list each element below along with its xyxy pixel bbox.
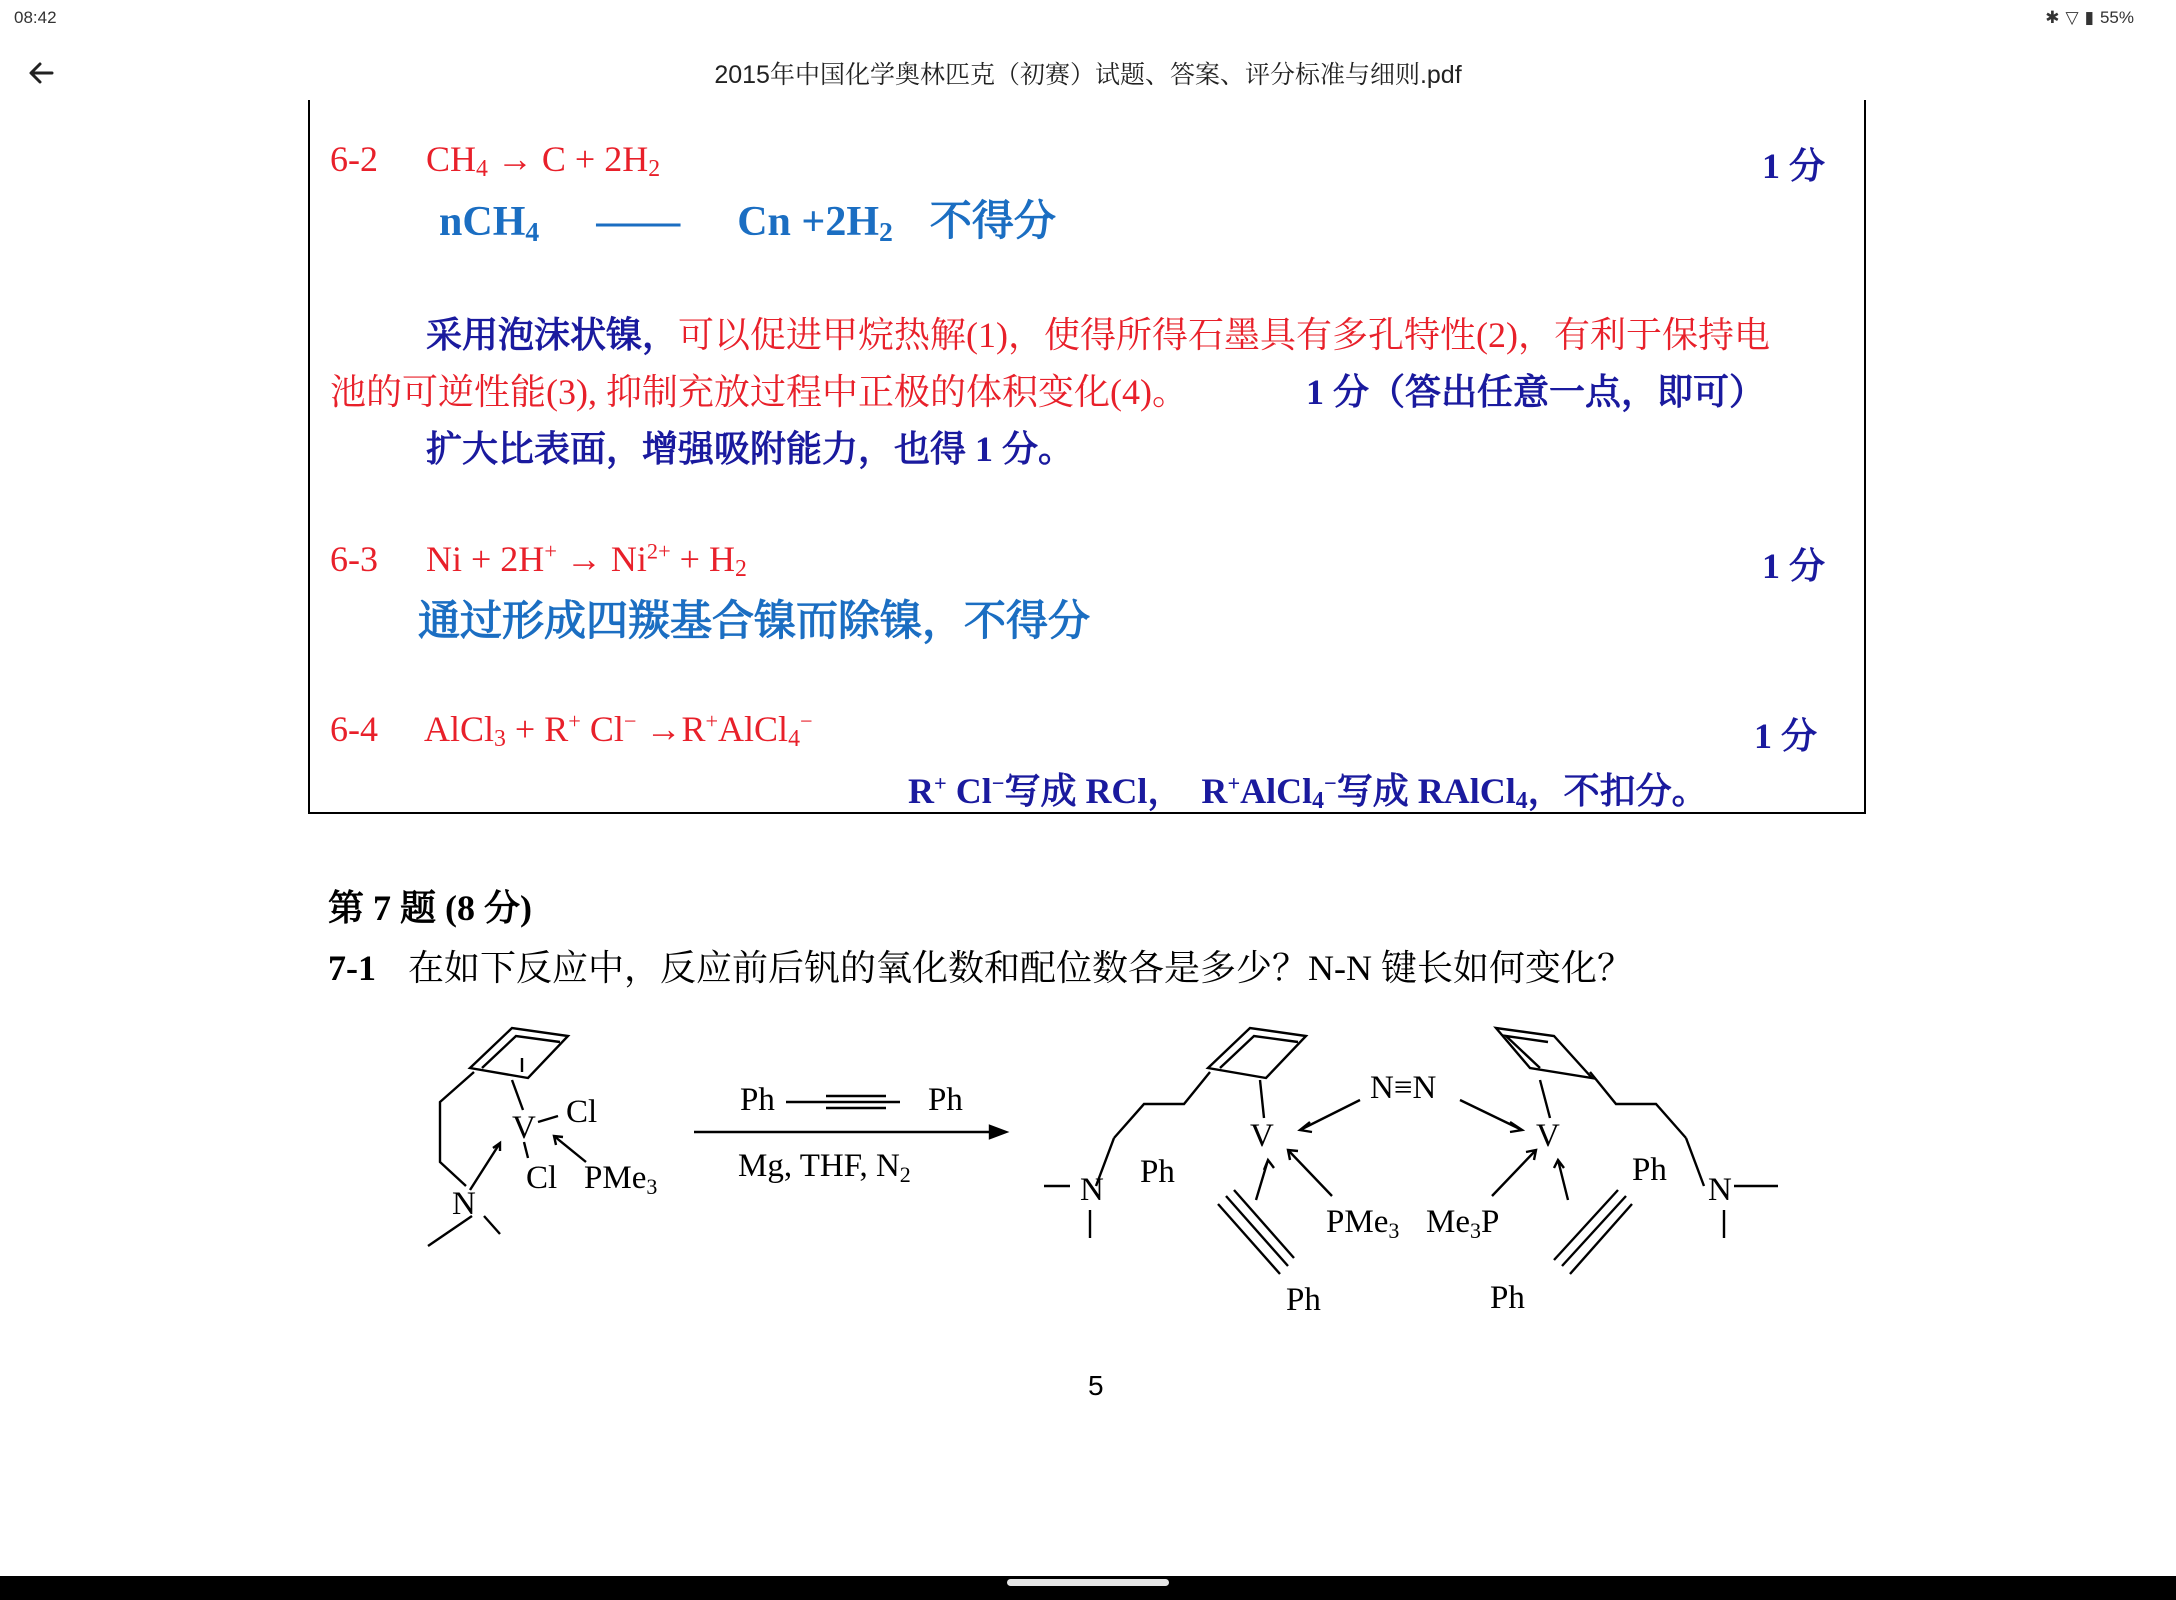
reactant-n: N <box>452 1186 476 1222</box>
reactant-cp-ring <box>470 1028 568 1078</box>
answer-6-4-equation: 6-4 AlCl$_3$ + R+ Cl− →R+AlCl$_4$− <box>330 708 813 753</box>
answer-6-3-equation: 6-3 $Ni + 2H^+ \to Ni^{2+} + H_2$ <box>330 538 747 583</box>
product-ph-right-bottom: Ph <box>1490 1280 1525 1316</box>
product-p-v-right-arrow <box>1492 1150 1536 1196</box>
answer-6-2-paragraph-line-1: 采用泡沫状镍，可以促进甲烷热解(1)，使得所得石墨具有多孔特性(2)，有利于保持电 <box>426 315 1770 355</box>
answer-6-2-alternative: nCH$_4$ —— $Cn +2H_2$ 不得分 <box>439 199 1056 248</box>
product-chain-right <box>1590 1072 1686 1138</box>
product-cp-ring-right <box>1496 1028 1592 1078</box>
product-cp-v-left <box>1260 1080 1264 1118</box>
product-dinitrogen: N≡N <box>1370 1070 1437 1106</box>
wifi-icon: ▽ <box>2065 8 2079 27</box>
bluetooth-icon: ✱ <box>2045 8 2060 27</box>
battery-level: 55% <box>2099 8 2134 27</box>
product-ph-right-top: Ph <box>1632 1152 1667 1188</box>
answer-6-3-score: 1 分 <box>1762 546 1826 586</box>
product-chain-left <box>1114 1072 1210 1138</box>
answer-6-2-score: 1 分 <box>1762 146 1826 186</box>
product-ph-left-bottom: Ph <box>1286 1282 1321 1318</box>
product-v-right: V <box>1536 1118 1560 1154</box>
answer-6-4-note: R+ Cl−写成 RCl， R+AlCl$_4$−写成 RAlCl$_4$，不扣分。 <box>908 770 1708 815</box>
answer-box <box>308 100 1866 814</box>
status-bar <box>0 0 2176 40</box>
answer-label: 6-2 <box>330 139 378 179</box>
reactant-v-cl-bond <box>538 1116 558 1122</box>
product-v-left: V <box>1250 1118 1274 1154</box>
reactant-chain <box>440 1072 474 1186</box>
reagent-ph-left: Ph <box>740 1082 775 1118</box>
reactant-n-v-arrow <box>470 1143 500 1190</box>
status-time: 08:42 <box>14 8 57 27</box>
home-indicator[interactable] <box>1007 1579 1169 1586</box>
product-nn-v-right-arrow <box>1460 1100 1522 1132</box>
answer-6-2-equation: 6-2 $CH_4 \to C + 2H_2$ <box>330 139 661 183</box>
reactant-cl-bottom: Cl <box>526 1160 558 1196</box>
product-me3p: Me3P <box>1426 1204 1500 1243</box>
product-alkyne-v-left-arrow <box>1256 1160 1274 1200</box>
product-n-right: N <box>1708 1172 1732 1208</box>
question-7-heading: 第 7 题 (8 分) <box>328 888 532 928</box>
product-chain-right-n <box>1686 1138 1704 1186</box>
answer-6-4-score: 1 分 <box>1754 716 1818 756</box>
answer-6-2-extra-note: 扩大比表面，增强吸附能力，也得 1 分。 <box>426 429 1075 469</box>
product-nn-v-left-arrow <box>1300 1100 1360 1132</box>
reagent-ph-right: Ph <box>928 1082 963 1118</box>
reactant-cp-v-bond <box>512 1080 523 1110</box>
reagent-conditions: Mg, THF, N2 <box>738 1148 911 1187</box>
product-cp-ring-left <box>1208 1028 1306 1078</box>
answer-6-3-note: 通过形成四羰基合镍而除镍，不得分 <box>418 599 1091 645</box>
product-alkyne-left <box>1218 1190 1294 1274</box>
product-p-v-left-arrow <box>1288 1150 1332 1196</box>
reactant-cl-top: Cl <box>566 1094 598 1130</box>
product-alkyne-v-right-arrow <box>1554 1160 1568 1200</box>
reactant-n-me2 <box>484 1216 500 1234</box>
product-ph-left-top: Ph <box>1140 1154 1175 1190</box>
page-number: 5 <box>1088 1370 1104 1401</box>
app-bar <box>0 40 2176 102</box>
answer-6-2-paragraph-line-2: 池的可逆性能(3), 抑制充放过程中正极的体积变化(4)。 1 分（答出任意一点，即可） <box>330 372 1765 412</box>
product-pme3: PMe3 <box>1326 1204 1400 1243</box>
reactant-v: V <box>512 1110 536 1146</box>
reaction-scheme <box>400 1010 1800 1330</box>
status-icons <box>2045 8 2134 28</box>
product-cp-v-right <box>1540 1080 1550 1118</box>
reactant-pme3: PMe3 <box>584 1160 658 1199</box>
reactant-p-v-arrow <box>554 1136 586 1162</box>
product-n-left: N <box>1080 1172 1104 1208</box>
product-alkyne-right <box>1554 1190 1632 1274</box>
question-7-1: 7-1 在如下反应中，反应前后钒的氧化数和配位数各是多少？N-N 键长如何变化？ <box>328 948 1633 988</box>
document-title: 2015年中国化学奥林匹克（初赛）试题、答案、评分标准与细则.pdf <box>714 61 1462 89</box>
battery-icon: ▮ <box>2084 8 2094 27</box>
